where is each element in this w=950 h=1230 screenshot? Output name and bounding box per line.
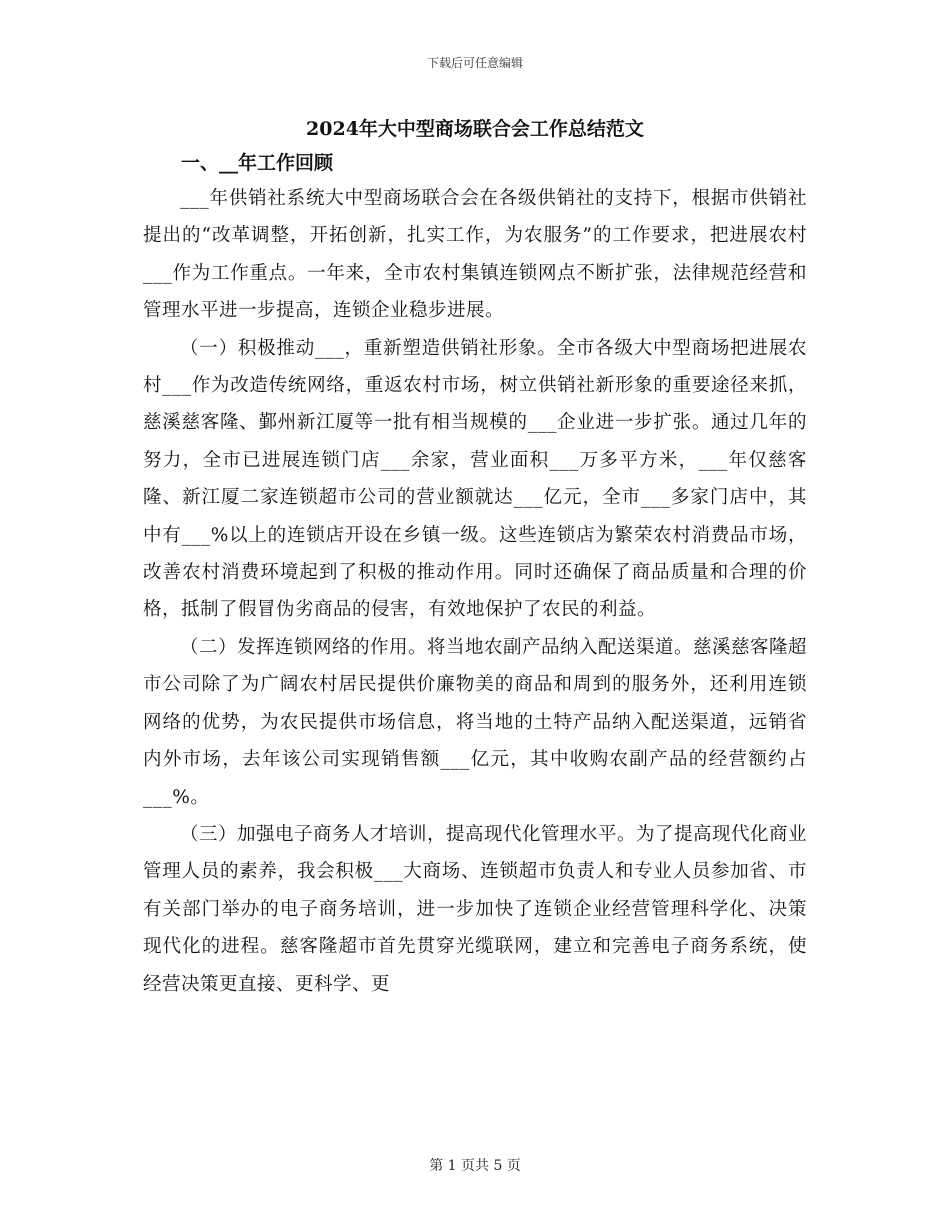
section-heading: 一、__年工作回顾 [181, 152, 334, 174]
paragraph-item-2: （二）发挥连锁网络的作用。将当地农副产品纳入配送渠道。慈溪慈客隆超市公司除了为广阔农村居民提供价廉物美的商品和周到的服务外，还利用连锁网络的优势，为农民提供市场信息，将当地的土特产品纳入配送渠道，远销省内外市场，去年该公司实现销售额___亿元，其中收购农副产品的经营额约占___%。 [143, 636, 808, 808]
paragraph-intro: ___年供销社系统大中型商场联合会在各级供销社的支持下，根据市供销社提出的“改革调整，开拓创新，扎实工作，为农服务”的工作要求，把进展农村___作为工作重点。一年来，全市农村集镇连锁网点不断扩张，法律规范经营和管理水平进一步提高，连锁企业稳步进展。 [143, 188, 807, 322]
document-title: 2024年大中型商场联合会工作总结范文 [306, 118, 644, 140]
paragraph-item-1: （一）积极推动___，重新塑造供销社形象。全市各级大中型商场把进展农村___作为改造传统网络，重返农村市场，树立供销社新形象的重要途径来抓，慈溪慈客隆、鄞州新江厦等一批有相当规模的___企业进一步扩张。通过几年的努力，全市已进展连锁门店___余家，营业面积___万多平方米，___年仅慈客隆、新江厦二家连锁超市公司的营业额就达___亿元，全市___多家门店中，其中有___%以上的连锁店开设在乡镇一级。这些连锁店为繁荣农村消费品市场，改善农村消费环境起到了积极的推动作用。同时还确保了商品质量和合理的价格，抵制了假冒伪劣商品的侵害，有效地保护了农民的利益。 [143, 337, 807, 621]
paragraph-item-3: （三）加强电子商务人才培训，提高现代化管理水平。为了提高现代化商业管理人员的素养，我会积极___大商场、连锁超市负责人和专业人员参加省、市有关部门举办的电子商务培训，进一步加快了连锁企业经营管理科学化、决策现代化的进程。慈客隆超市首先贯穿光缆联网，建立和完善电子商务系统，使经营决策更直接、更科学、更 [143, 823, 808, 995]
header-note: 下载后可任意编辑 [426, 56, 523, 70]
page-footer: 第 1 页共 5 页 [429, 1158, 521, 1174]
document-body [143, 112, 807, 1003]
